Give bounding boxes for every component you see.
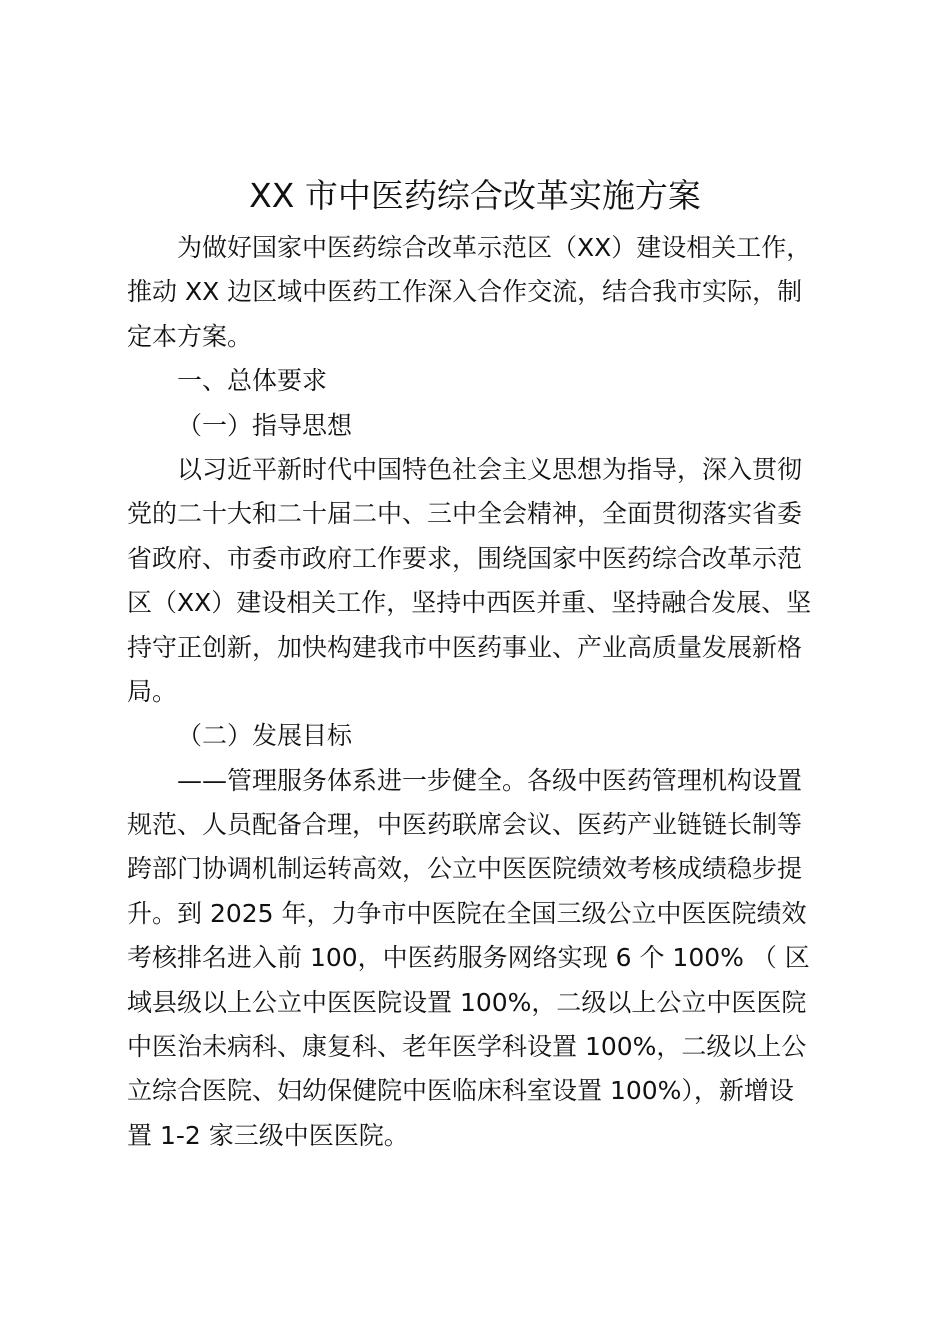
paragraph-line: 立综合医院、妇幼保健院中医临床科室设置 100%），新增设 (127, 1076, 794, 1106)
paragraph-line: 为做好国家中医药综合改革示范区（XX）建设相关工作， (177, 233, 812, 262)
paragraph-line: 中医治未病科、康复科、老年医学科设置 100%，二级以上公 (127, 1032, 807, 1062)
paragraph-line: 跨部门协调机制运转高效，公立中医医院绩效考核成绩稳步提 (127, 854, 803, 884)
paragraph-line: 持守正创新，加快构建我市中医药事业、产业高质量发展新格 (127, 632, 803, 662)
paragraph-line: 域县级以上公立中医医院设置 100%，二级以上公立中医医院 (127, 987, 807, 1017)
paragraph-line: ——管理服务体系进一步健全。各级中医药管理机构设置 (177, 765, 803, 795)
line-text: 推动 XX 边区域中医药工作深入合作交流，结合我市实际，制 (127, 277, 803, 307)
section-heading: 一、总体要求 (177, 366, 328, 396)
paragraph-line: 规范、人员配备合理，中医药联席会议、医药产业链链长制等 (127, 810, 803, 840)
document-body (127, 226, 833, 1158)
paragraph-line: 升。到 2025 年，力争市中医院在全国三级公立中医医院绩效 (127, 898, 807, 928)
paragraph-line: 党的二十大和二十届二中、三中全会精神，全面贯彻落实省委 (127, 499, 803, 529)
subsection-heading: （一）指导思想 (177, 410, 353, 440)
paragraph-line (127, 270, 833, 314)
document-title: XX 市中医药综合改革实施方案 (249, 176, 701, 215)
paragraph-line: 以习近平新时代中国特色社会主义思想为指导，深入贯彻 (177, 454, 803, 484)
paragraph-line: 省政府、市委市政府工作要求，围绕国家中医药综合改革示范 (127, 543, 803, 573)
paragraph-line: 考核排名进入前 100，中医药服务网络实现 6 个 100% （ 区 (127, 943, 810, 973)
paragraph-line: 定本方案。 (127, 321, 253, 351)
paragraph-line: 区（XX）建设相关工作，坚持中西医并重、坚持融合发展、坚 (127, 588, 812, 618)
subsection-heading: （二）发展目标 (177, 721, 353, 751)
paragraph-line: 置 1-2 家三级中医医院。 (127, 1120, 409, 1150)
paragraph-line: 局。 (127, 676, 178, 706)
